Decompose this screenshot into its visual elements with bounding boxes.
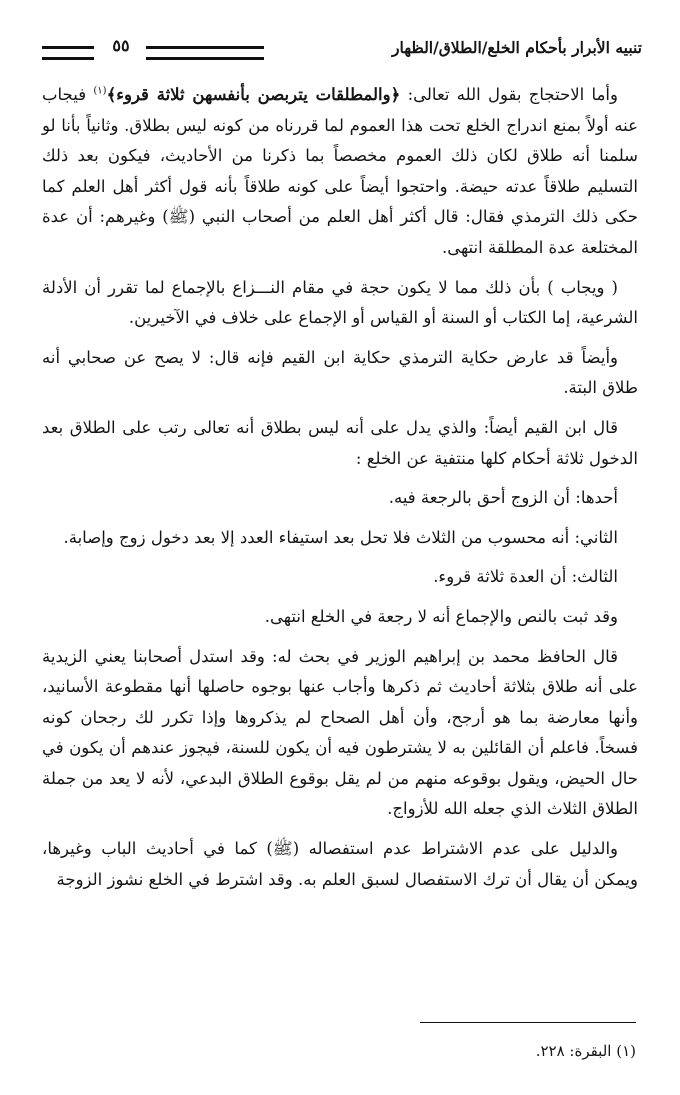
footnote: (١) البقرة: ٢٢٨.	[535, 1042, 636, 1060]
paragraph-1-rest: فيجاب عنه أولاً بمنع اندراج الخلع تحت هذا العموم لما قررناه من كونه ليس بطلاق. وثانياً بأنا لو سلمنا أنه طلاق لكان ذلك العموم مخصصاً بما ذكرنا من الأحاديث، فيكون بعد ذلك التسليم طلاقاً عدته حيضة. واحتجوا أيضاً على كونه طلاقاً بأنه قول أكثر أهل العلم كما حكى ذلك الترمذي فقال: قال أكثر أهل العلم من أصحاب النبي (ﷺ) وغيرهم: أن عدة المختلعة عدة المطلقة انتهى.	[42, 85, 638, 257]
paragraph-5: أحدها: أن الزوج أحق بالرجعة فيه.	[388, 488, 618, 508]
footnote-divider	[420, 1022, 636, 1023]
paragraph-1-intro: وأما الاحتجاج بقول الله تعالى:	[407, 85, 618, 104]
paragraph-9: قال الحافظ محمد بن إبراهيم الوزير في بحث له: وقد استدل أصحابنا يعني الزيدية على أنه طلاق بثلاثة أحاديث ثم ذكرها وأجاب عنها بوجوه حاصلها أنها مقطوعة الأسانيد، وأنها معارضة بما هو أرجح، وأن أهل الصحاح لم يذكروها وإذا تكرر لك رجحان كونه فسخاً. فاعلم أن القائلين به لا يشترطون فيه أن يكون للسنة، فيجوز عندهم أن يكون في حال الحيض، ويقول بوقوعه منهم من لم يقل بوقوع الطلاق البدعي، لأنه لا يعد من جملة الطلاق الثلاث الذي جعله الله للأزواج.	[42, 646, 639, 819]
paragraph-6: الثاني: أنه محسوب من الثلاث فلا تحل بعد استيفاء العدد إلا بعد دخول زوج وإصابة.	[63, 527, 618, 547]
page-number: ٥٥	[112, 36, 130, 55]
body-text	[42, 80, 638, 904]
paragraph-4: قال ابن القيم أيضاً: والذي يدل على أنه ليس بطلاق أنه تعالى رتب على الطلاق بعد الدخول ثلاثة أحكام كلها منتفية عن الخلع :	[42, 417, 638, 468]
paragraph-1	[42, 80, 638, 264]
header-rule-right	[146, 46, 264, 60]
quran-verse: ﴿والمطلقات يتربصن بأنفسهن ثلاثة قروء﴾	[106, 85, 401, 104]
paragraph-2: ( ويجاب ) بأن ذلك مما لا يكون حجة في مقام النـــزاع بالإجماع لما تقرر أن الأدلة الشرعية، إما الكتاب أو السنة أو القياس أو الإجماع على خلاف في الآخيرين.	[42, 277, 638, 328]
paragraph-3: وأيضاً قد عارض حكاية الترمذي حكاية ابن القيم فإنه قال: لا يصح عن صحابي أنه طلاق البتة.	[42, 347, 638, 398]
paragraph-7: الثالث: أن العدة ثلاثة قروء.	[433, 567, 618, 587]
paragraph-10: والدليل على عدم الاشتراط عدم استفصاله (ﷺ) كما في أحاديث الباب وغيرها، ويمكن أن يقال أن ترك الاستفصال لسبق العلم به. وقد اشترط في الخلع نشوز الزوجة	[42, 839, 638, 889]
running-header	[42, 38, 642, 60]
book-title: تنبيه الأبرار بأحكام الخلع/الطلاق/الظهار	[392, 38, 642, 57]
paragraph-8: وقد ثبت بالنص والإجماع أنه لا رجعة في الخلع انتهى.	[264, 606, 618, 626]
footnote-marker[interactable]: (١)	[93, 85, 107, 97]
header-rule-left	[42, 46, 94, 60]
